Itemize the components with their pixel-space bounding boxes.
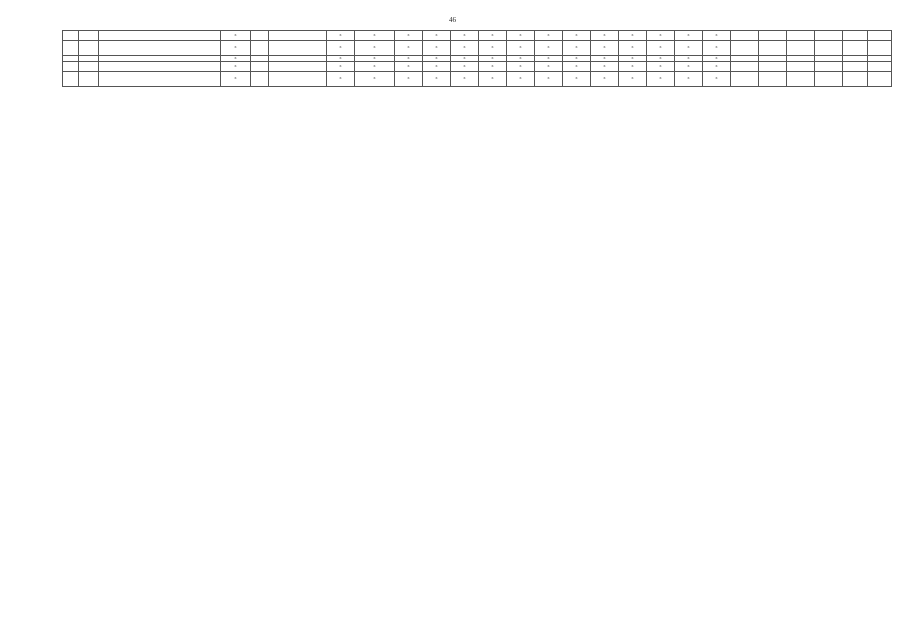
table-cell: X: [647, 72, 675, 87]
table-cell: [269, 62, 327, 72]
table-cell: [251, 72, 269, 87]
table-cell: X: [327, 31, 355, 41]
table-cell: [759, 72, 787, 87]
table-cell: X: [479, 62, 507, 72]
table-cell: [99, 41, 221, 56]
table-cell: X: [355, 72, 395, 87]
table-row: [63, 72, 892, 87]
table-cell: X: [647, 56, 675, 62]
table-cell: X: [675, 56, 703, 62]
table-cell: X: [703, 72, 731, 87]
table-cell: X: [535, 41, 563, 56]
table-cell: X: [591, 31, 619, 41]
table-cell: X: [619, 62, 647, 72]
table-cell: X: [675, 41, 703, 56]
table-cell: [251, 41, 269, 56]
table-cell: X: [507, 56, 535, 62]
table-cell: [787, 72, 815, 87]
table-cell: [63, 72, 79, 87]
table-cell: X: [327, 72, 355, 87]
table-cell: X: [423, 56, 451, 62]
table-cell: [759, 31, 787, 41]
table-cell: [79, 41, 99, 56]
table-cell: X: [563, 72, 591, 87]
table-cell: [269, 41, 327, 56]
table-cell: X: [451, 31, 479, 41]
table-cell: X: [423, 41, 451, 56]
table-cell: X: [327, 41, 355, 56]
table-cell: X: [221, 56, 251, 62]
table-cell: [99, 31, 221, 41]
table-cell: X: [395, 72, 423, 87]
table-cell: [269, 72, 327, 87]
table-cell: [251, 31, 269, 41]
table-cell: [843, 31, 868, 41]
table-cell: X: [327, 62, 355, 72]
table-cell: [63, 62, 79, 72]
table-cell: X: [395, 62, 423, 72]
table-cell: [731, 41, 759, 56]
table-cell: X: [563, 31, 591, 41]
table-cell: X: [355, 62, 395, 72]
table-cell: X: [703, 62, 731, 72]
table-cell: [99, 62, 221, 72]
table-cell: X: [221, 62, 251, 72]
table-cell: X: [451, 62, 479, 72]
table-cell: X: [395, 31, 423, 41]
table-cell: X: [479, 56, 507, 62]
table-cell: X: [451, 41, 479, 56]
table-cell: X: [507, 62, 535, 72]
table-body: [63, 31, 892, 87]
table-cell: X: [619, 41, 647, 56]
table-cell: X: [395, 41, 423, 56]
table-cell: [759, 62, 787, 72]
table-cell: [815, 31, 843, 41]
table-cell: X: [355, 31, 395, 41]
table-cell: X: [507, 72, 535, 87]
table-cell: [868, 72, 892, 87]
table-cell: X: [479, 31, 507, 41]
table-cell: [868, 62, 892, 72]
table-cell: X: [355, 41, 395, 56]
table-cell: [269, 31, 327, 41]
table-cell: [79, 31, 99, 41]
table-cell: X: [591, 62, 619, 72]
table-cell: X: [507, 41, 535, 56]
table-cell: [843, 72, 868, 87]
table-cell: X: [451, 72, 479, 87]
table-cell: [99, 72, 221, 87]
table-cell: X: [563, 56, 591, 62]
table-cell: X: [423, 31, 451, 41]
table-cell: X: [563, 62, 591, 72]
table-cell: X: [221, 41, 251, 56]
table-cell: X: [327, 56, 355, 62]
table-cell: X: [563, 41, 591, 56]
table-cell: X: [423, 72, 451, 87]
table-cell: X: [535, 56, 563, 62]
table-cell: X: [647, 31, 675, 41]
table-cell: [787, 31, 815, 41]
table-cell: X: [647, 41, 675, 56]
table-cell: [63, 31, 79, 41]
table-cell: X: [591, 41, 619, 56]
table-cell: [787, 62, 815, 72]
table-cell: X: [619, 56, 647, 62]
table-cell: [731, 62, 759, 72]
table-row: [63, 62, 892, 72]
table-cell: X: [535, 62, 563, 72]
activity-table: [62, 30, 892, 87]
table-cell: [79, 72, 99, 87]
table-cell: X: [451, 56, 479, 62]
table-cell: X: [535, 72, 563, 87]
page-number: 46: [449, 16, 456, 24]
table-cell: [251, 62, 269, 72]
table-row: [63, 31, 892, 41]
table-cell: X: [675, 72, 703, 87]
table-cell: [731, 72, 759, 87]
table-cell: X: [591, 56, 619, 62]
table-cell: X: [507, 31, 535, 41]
table-cell: [815, 72, 843, 87]
table-cell: [63, 41, 79, 56]
table-cell: X: [675, 31, 703, 41]
table-cell: X: [619, 31, 647, 41]
table-cell: X: [675, 62, 703, 72]
table-cell: X: [221, 72, 251, 87]
table-cell: [868, 41, 892, 56]
table-cell: X: [423, 62, 451, 72]
table-cell: [815, 41, 843, 56]
table-cell: [868, 31, 892, 41]
table-cell: X: [479, 72, 507, 87]
table-cell: X: [355, 56, 395, 62]
table-cell: X: [703, 56, 731, 62]
table-cell: X: [479, 41, 507, 56]
table-cell: [731, 31, 759, 41]
table-cell: X: [535, 31, 563, 41]
table-cell: [787, 41, 815, 56]
table-row: [63, 41, 892, 56]
table-cell: X: [221, 31, 251, 41]
table-cell: [79, 62, 99, 72]
table-cell: X: [703, 31, 731, 41]
table-cell: X: [647, 62, 675, 72]
table-cell: [815, 62, 843, 72]
table-cell: [843, 62, 868, 72]
table-cell: X: [395, 56, 423, 62]
table-cell: X: [619, 72, 647, 87]
table-container: [62, 30, 845, 87]
table-cell: X: [591, 72, 619, 87]
table-cell: [843, 41, 868, 56]
table-cell: X: [703, 41, 731, 56]
table-cell: [759, 41, 787, 56]
